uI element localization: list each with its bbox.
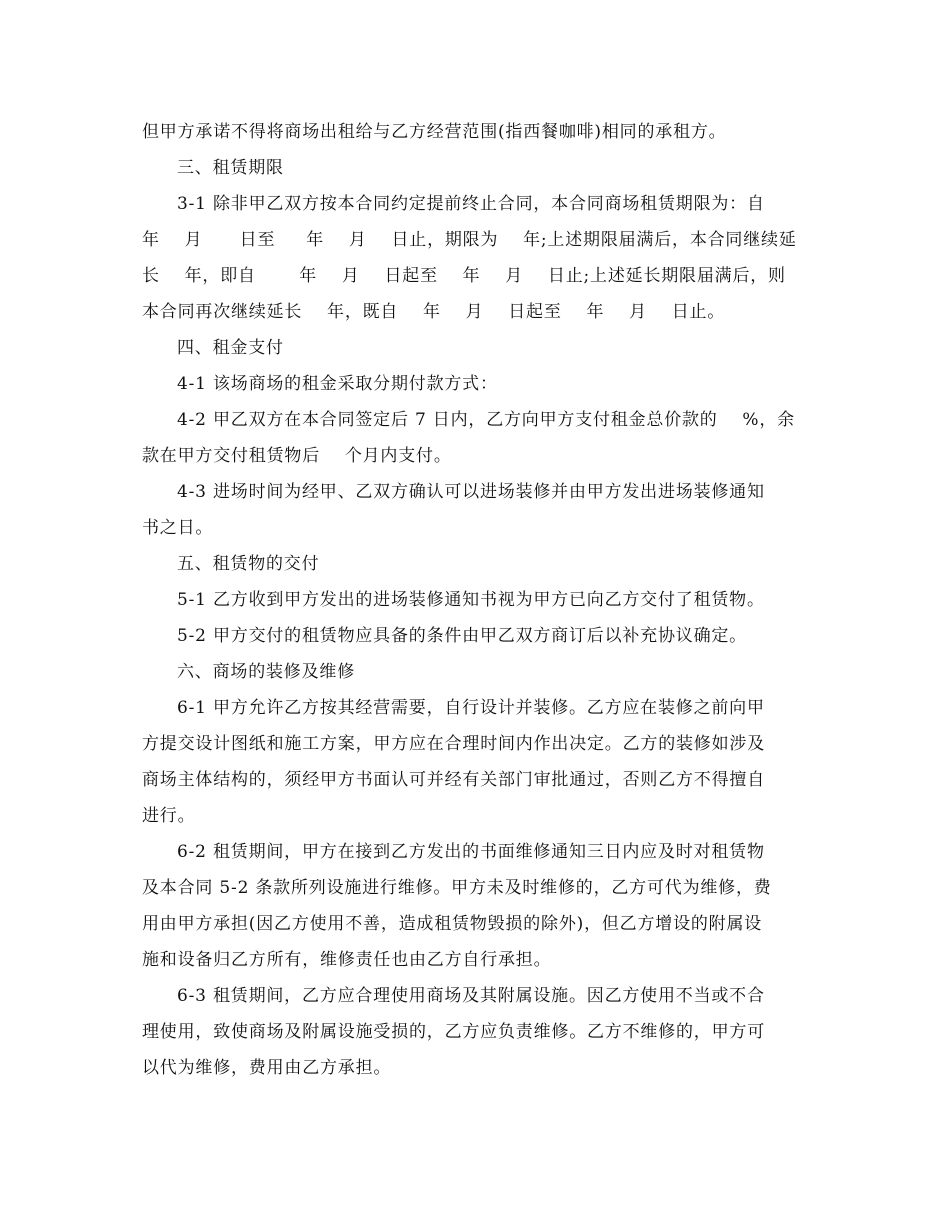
text-line-17: 6-1 甲方允许乙方按其经营需要，自行设计并装修。乙方应在装修之前向甲: [177, 698, 765, 718]
text-line-21: 6-2 租赁期间，甲方在接到乙方发出的书面维修通知三日内应及时对租赁物: [177, 842, 765, 862]
text-line-23: 用由甲方承担(因乙方使用不善，造成租赁物毁损的除外)，但乙方增设的附属设: [142, 914, 763, 934]
text-line-25: 6-3 租赁期间，乙方应合理使用商场及其附属设施。因乙方使用不当或不合: [177, 986, 765, 1006]
section-heading-term: 三、租赁期限: [177, 158, 284, 178]
text-line-24: 施和设备归乙方所有，维修责任也由乙方自行承担。: [142, 950, 552, 970]
text-line-15: 5-2 甲方交付的租赁物应具备的条件由甲乙双方商订后以补充协议确定。: [177, 626, 747, 646]
text-line-4: 年 月 日至 年 月 日止，期限为 年;上述期限届满后，本合同继续延: [142, 230, 797, 250]
text-line-26: 理使用，致使商场及附属设施受损的，乙方应负责维修。乙方不维修的，甲方可: [142, 1022, 765, 1042]
text-line-18: 方提交设计图纸和施工方案，甲方应在合理时间内作出决定。乙方的装修如涉及: [142, 734, 765, 754]
text-line-12: 书之日。: [142, 518, 214, 538]
text-line-1: 但甲方承诺不得将商场出租给与乙方经营范围(指西餐咖啡)相同的承租方。: [142, 122, 727, 142]
text-line-11: 4-3 进场时间为经甲、乙双方确认可以进场装修并由甲方发出进场装修通知: [177, 482, 765, 502]
text-line-20: 进行。: [142, 806, 196, 826]
text-line-3: 3-1 除非甲乙双方按本合同约定提前终止合同，本合同商场租赁期限为：自: [177, 194, 765, 214]
text-line-10: 款在甲方交付租赁物后 个月内支付。: [142, 446, 452, 466]
text-line-6: 本合同再次继续延长 年，既自 年 月 日起至 年 月 日止。: [142, 302, 726, 322]
text-line-8: 4-1 该场商场的租金采取分期付款方式：: [177, 374, 498, 394]
document-body: [142, 114, 808, 1086]
text-line-14: 5-1 乙方收到甲方发出的进场装修通知书视为甲方已向乙方交付了租赁物。: [177, 590, 765, 610]
section-heading-renovation: 六、商场的装修及维修: [177, 662, 355, 682]
text-line-19: 商场主体结构的，须经甲方书面认可并经有关部门审批通过，否则乙方不得擅自: [142, 770, 765, 790]
text-line-27: 以代为维修，费用由乙方承担。: [142, 1058, 392, 1078]
text-line-5: 长 年，即自 年 月 日起至 年 月 日止;上述延长期限届满后，则: [142, 266, 786, 286]
text-line-9: 4-2 甲乙双方在本合同签定后 7 日内，乙方向甲方支付租金总价款的 %，余: [177, 410, 795, 430]
text-line-22: 及本合同 5-2 条款所列设施进行维修。甲方未及时维修的，乙方可代为维修，费: [142, 878, 772, 898]
section-heading-delivery: 五、租赁物的交付: [177, 554, 320, 574]
section-heading-rent: 四、租金支付: [177, 338, 284, 358]
